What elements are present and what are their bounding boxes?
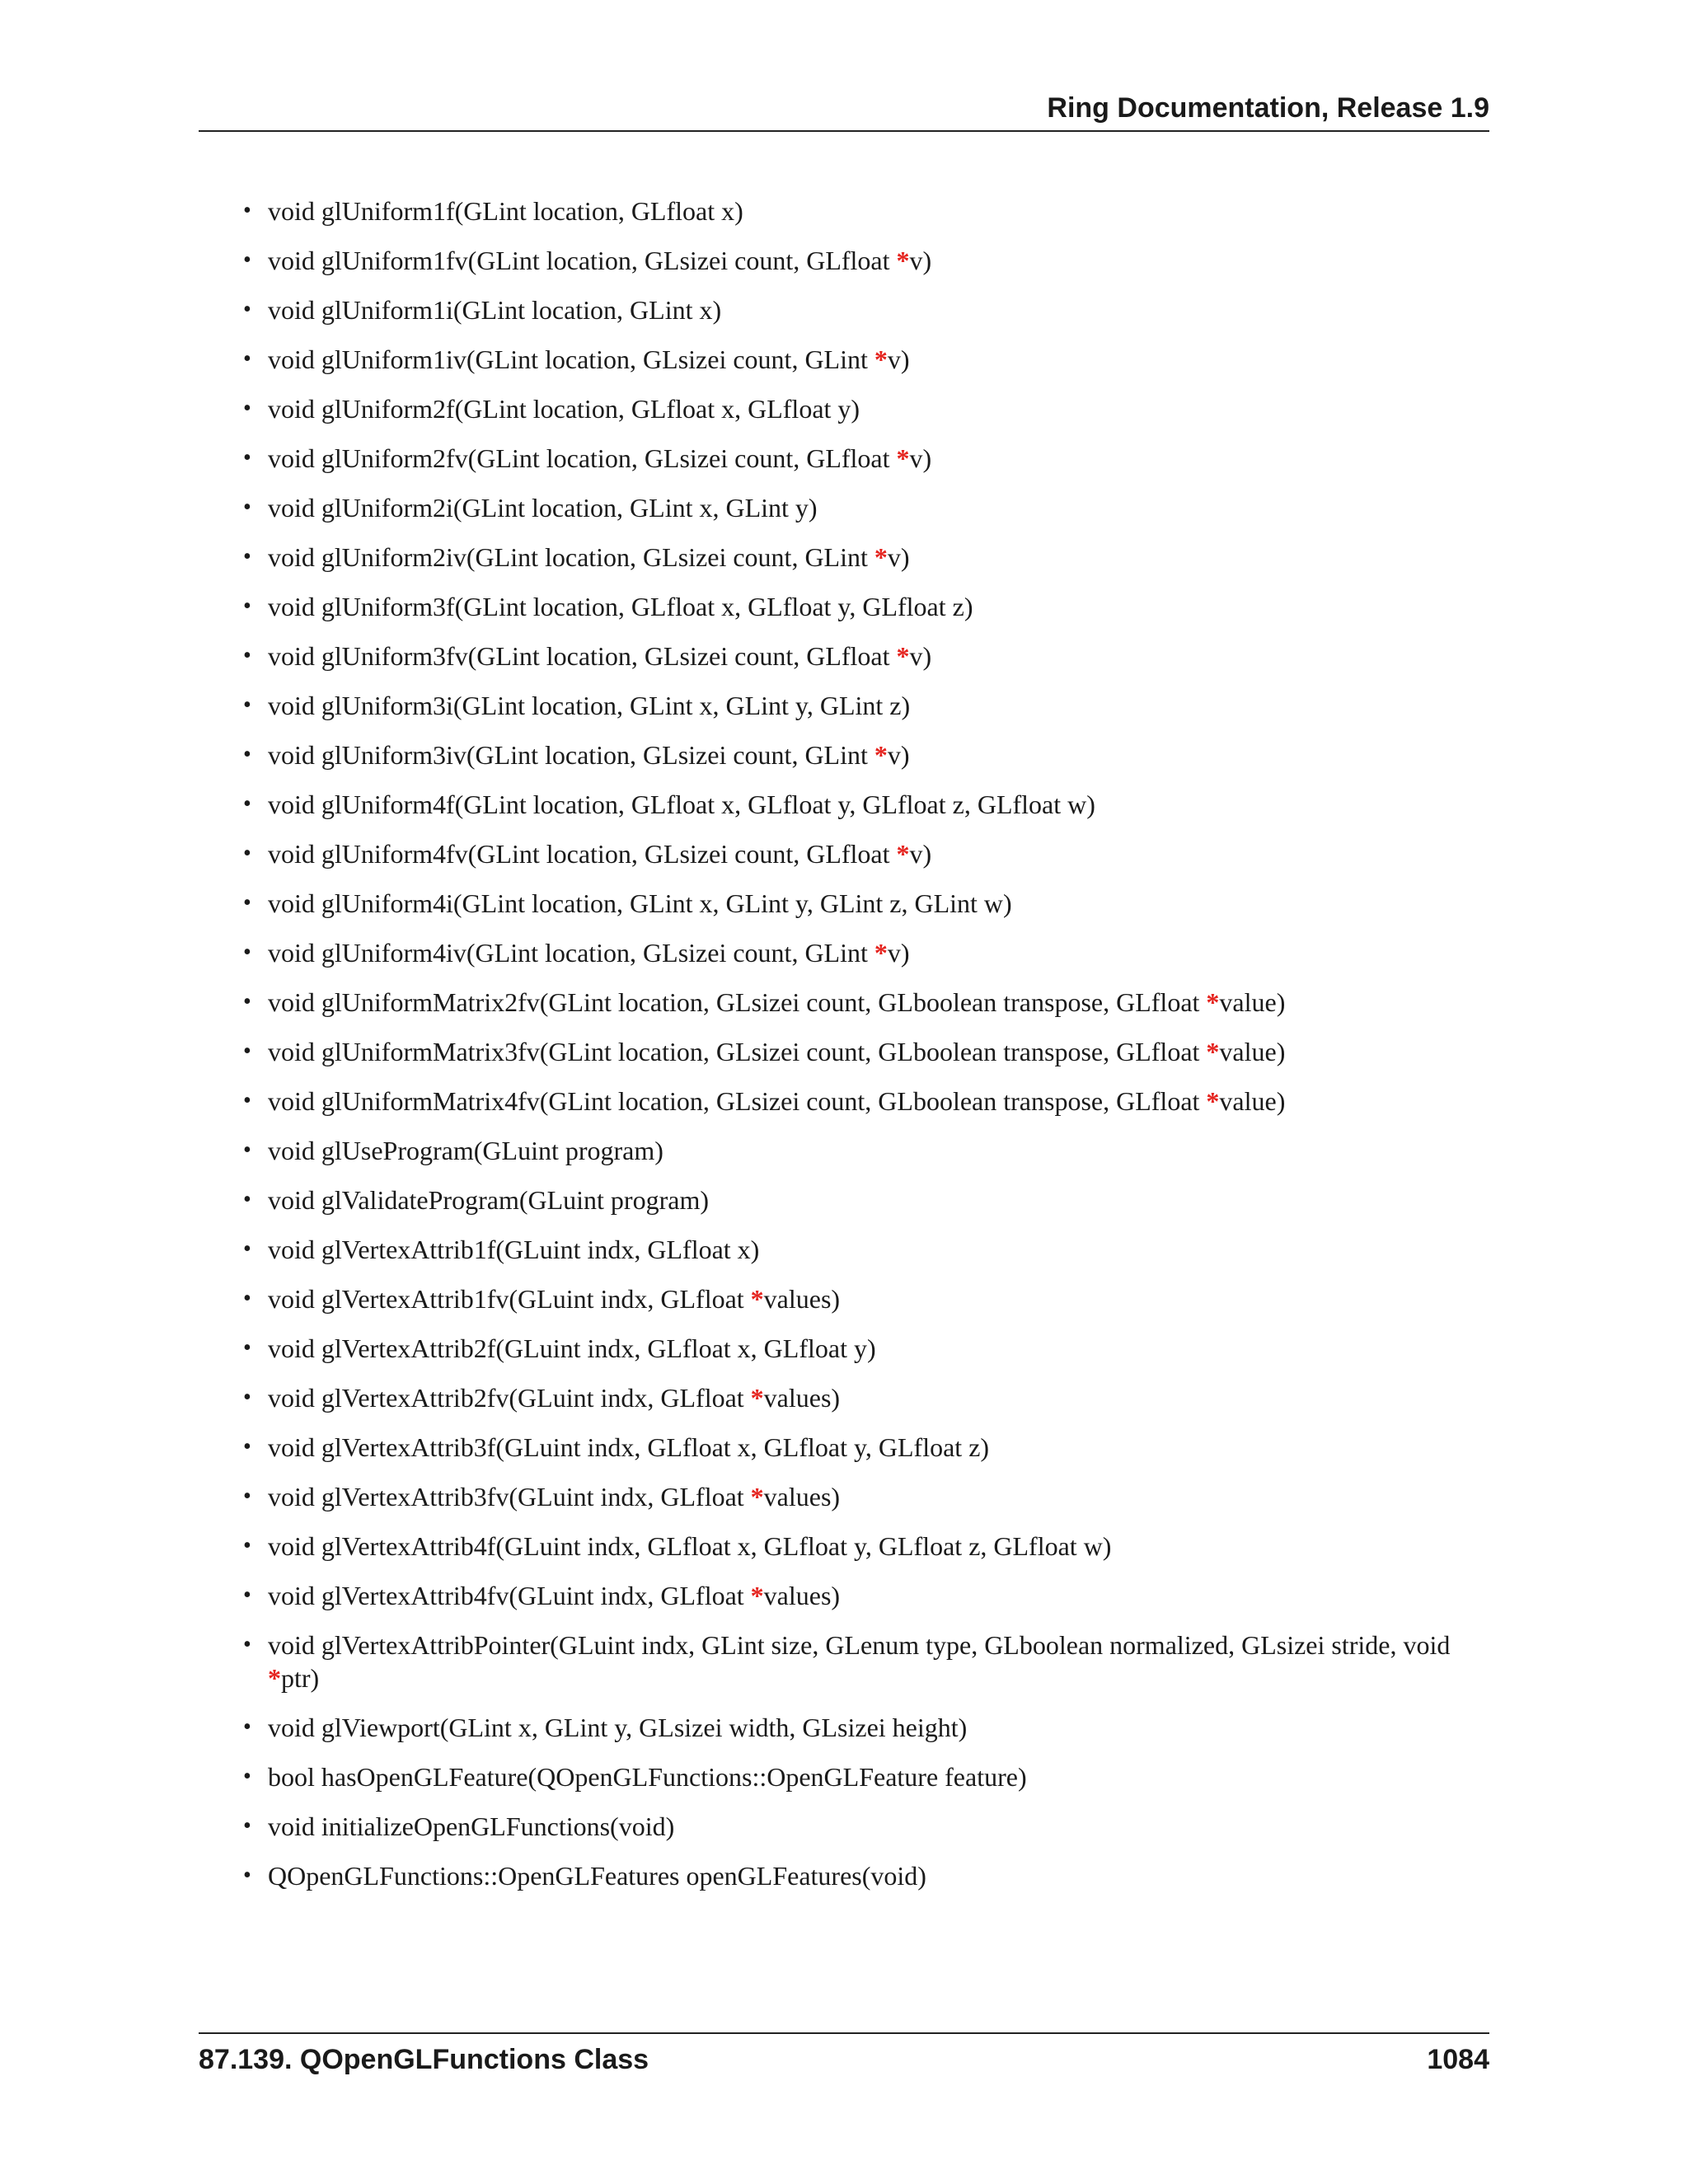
bullet-icon: • [243,1187,251,1212]
function-list-item [243,1711,1489,1744]
function-list-item [243,1085,1489,1118]
function-signature-text: void glVertexAttrib1fv(GLuint indx, GLfloat [268,1284,751,1314]
function-signature-text: void glUniform1iv(GLint location, GLsizei count, GLint [268,344,874,374]
function-signature-text: void glVertexAttrib1f(GLuint indx, GLfloat x) [268,1235,760,1264]
function-list-item [243,837,1489,870]
function-list-item [243,1579,1489,1612]
function-list-item [243,936,1489,969]
function-signature-tail: value) [1219,987,1286,1017]
page-header [199,89,1489,132]
function-signature-text: void glUniform2f(GLint location, GLfloat x, GLfloat y) [268,394,860,424]
function-list-item [243,244,1489,277]
bullet-icon: • [243,593,251,619]
bullet-icon: • [243,247,251,273]
function-list-item [243,689,1489,722]
bullet-icon: • [243,1137,251,1163]
function-signature-text: void glUniform4fv(GLint location, GLsizei count, GLfloat [268,839,897,869]
function-signature-text: void glVertexAttribPointer(GLuint indx, GLint size, GLenum type, GLboolean normalized, GLsizei stride, void [268,1630,1451,1660]
function-signature-text: void glUniform1fv(GLint location, GLsizei count, GLfloat [268,246,897,275]
bullet-icon: • [243,1714,251,1740]
function-signature-text: void glUniform2fv(GLint location, GLsizei count, GLfloat [268,443,897,473]
bullet-icon: • [243,1434,251,1460]
function-list-item [243,194,1489,227]
function-signature-tail: ptr) [281,1663,320,1693]
bullet-icon: • [243,1483,251,1509]
function-list-item [243,1332,1489,1365]
bullet-icon: • [243,1088,251,1113]
function-signature-text: void glUniform3f(GLint location, GLfloat x, GLfloat y, GLfloat z) [268,592,973,621]
bullet-icon: • [243,1236,251,1262]
function-list-item [243,343,1489,376]
function-list-item [243,1859,1489,1892]
function-signature-text: void glVertexAttrib3f(GLuint indx, GLfloat x, GLfloat y, GLfloat z) [268,1432,990,1462]
function-signature-text: void initializeOpenGLFunctions(void) [268,1811,675,1841]
pointer-star: * [268,1663,281,1693]
bullet-icon: • [243,297,251,322]
function-list-item [243,1233,1489,1266]
function-list-item [243,1134,1489,1167]
function-signature-tail: v) [887,344,910,374]
pointer-star: * [1206,1037,1220,1066]
function-signature-text: void glValidateProgram(GLuint program) [268,1185,709,1215]
function-list-item [243,887,1489,920]
function-signature-tail: value) [1219,1037,1286,1066]
function-signature-tail: value) [1219,1086,1286,1116]
bullet-icon: • [243,494,251,520]
function-list [243,194,1489,1909]
function-signature-tail: v) [887,542,910,572]
function-list-item [243,1431,1489,1464]
bullet-icon: • [243,791,251,817]
function-list-item [243,788,1489,821]
function-signature-text: void glUniformMatrix4fv(GLint location, GLsizei count, GLboolean transpose, GLfloat [268,1086,1207,1116]
bullet-icon: • [243,1813,251,1839]
function-signature-text: void glVertexAttrib4f(GLuint indx, GLfloat x, GLfloat y, GLfloat z, GLfloat w) [268,1531,1112,1561]
bullet-icon: • [243,890,251,916]
function-list-item [243,1282,1489,1315]
bullet-icon: • [243,742,251,767]
function-signature-text: void glVertexAttrib2fv(GLuint indx, GLfloat [268,1383,751,1413]
function-signature-text: void glUniformMatrix2fv(GLint location, GLsizei count, GLboolean transpose, GLfloat [268,987,1207,1017]
section-title: 87.139. QOpenGLFunctions Class [199,2044,649,2075]
pointer-star: * [750,1383,764,1413]
function-signature-tail: v) [909,246,932,275]
pointer-star: * [896,839,910,869]
function-list-item [243,1810,1489,1843]
function-list-item [243,1035,1489,1068]
pointer-star: * [874,344,888,374]
function-list-item [243,986,1489,1019]
bullet-icon: • [243,544,251,569]
function-signature-text: void glUniform4i(GLint location, GLint x, GLint y, GLint z, GLint w) [268,888,1012,918]
bullet-icon: • [243,841,251,866]
function-signature-text: void glVertexAttrib3fv(GLuint indx, GLfloat [268,1482,751,1511]
function-signature-tail: values) [763,1482,841,1511]
function-signature-text: void glVertexAttrib4fv(GLuint indx, GLfloat [268,1581,751,1610]
function-list-item [243,1629,1489,1694]
pointer-star: * [896,246,910,275]
function-signature-text: void glUniform4iv(GLint location, GLsizei count, GLint [268,938,874,968]
function-signature-tail: values) [763,1581,841,1610]
function-signature-tail: values) [763,1383,841,1413]
bullet-icon: • [243,1335,251,1361]
pointer-star: * [750,1284,764,1314]
page-footer [199,2032,1489,2083]
pointer-star: * [1206,987,1220,1017]
function-signature-text: void glUniform2iv(GLint location, GLsizei count, GLint [268,542,874,572]
function-signature-text: QOpenGLFunctions::OpenGLFeatures openGLFeatures(void) [268,1861,926,1891]
function-list-item [243,491,1489,524]
bullet-icon: • [243,940,251,965]
function-list-item [243,1530,1489,1563]
pointer-star: * [874,740,888,770]
document-title: Ring Documentation, Release 1.9 [1047,92,1489,124]
page-number: 1084 [1427,2044,1489,2075]
function-list-item [243,1760,1489,1793]
function-signature-text: void glUniform4f(GLint location, GLfloat x, GLfloat y, GLfloat z, GLfloat w) [268,790,1095,819]
function-signature-text: void glUseProgram(GLuint program) [268,1136,663,1165]
function-list-item [243,738,1489,771]
function-list-item [243,1480,1489,1513]
function-list-item [243,640,1489,673]
function-signature-text: void glUniformMatrix3fv(GLint location, GLsizei count, GLboolean transpose, GLfloat [268,1037,1207,1066]
pointer-star: * [896,641,910,671]
bullet-icon: • [243,1863,251,1888]
bullet-icon: • [243,198,251,223]
function-signature-tail: v) [887,938,910,968]
function-signature-text: void glViewport(GLint x, GLint y, GLsizei width, GLsizei height) [268,1713,968,1742]
bullet-icon: • [243,1038,251,1064]
function-signature-text: void glUniform1i(GLint location, GLint x) [268,295,722,325]
pointer-star: * [750,1581,764,1610]
bullet-icon: • [243,445,251,471]
function-signature-tail: v) [909,443,932,473]
bullet-icon: • [243,1533,251,1558]
function-signature-text: void glUniform1f(GLint location, GLfloat x) [268,196,743,226]
bullet-icon: • [243,396,251,421]
bullet-icon: • [243,1582,251,1608]
bullet-icon: • [243,1385,251,1410]
function-signature-text: void glUniform3fv(GLint location, GLsizei count, GLfloat [268,641,897,671]
bullet-icon: • [243,643,251,668]
function-signature-text: void glUniform3i(GLint location, GLint x, GLint y, GLint z) [268,691,911,720]
pointer-star: * [874,542,888,572]
function-signature-tail: v) [909,641,932,671]
pointer-star: * [874,938,888,968]
function-signature-text: void glVertexAttrib2f(GLuint indx, GLfloat x, GLfloat y) [268,1333,876,1363]
function-list-item [243,590,1489,623]
function-list-item [243,392,1489,425]
bullet-icon: • [243,692,251,718]
bullet-icon: • [243,346,251,372]
function-signature-text: bool hasOpenGLFeature(QOpenGLFunctions::OpenGLFeature feature) [268,1762,1027,1792]
function-signature-tail: v) [909,839,932,869]
function-signature-tail: values) [763,1284,841,1314]
function-list-item [243,442,1489,475]
bullet-icon: • [243,1764,251,1789]
function-list-item [243,293,1489,326]
pointer-star: * [896,443,910,473]
bullet-icon: • [243,1632,251,1657]
function-list-item [243,1381,1489,1414]
function-signature-text: void glUniform3iv(GLint location, GLsizei count, GLint [268,740,874,770]
bullet-icon: • [243,1286,251,1311]
function-list-item [243,541,1489,574]
function-list-item [243,1183,1489,1216]
bullet-icon: • [243,989,251,1015]
pointer-star: * [1206,1086,1220,1116]
function-signature-tail: v) [887,740,910,770]
function-signature-text: void glUniform2i(GLint location, GLint x, GLint y) [268,493,818,523]
pointer-star: * [750,1482,764,1511]
